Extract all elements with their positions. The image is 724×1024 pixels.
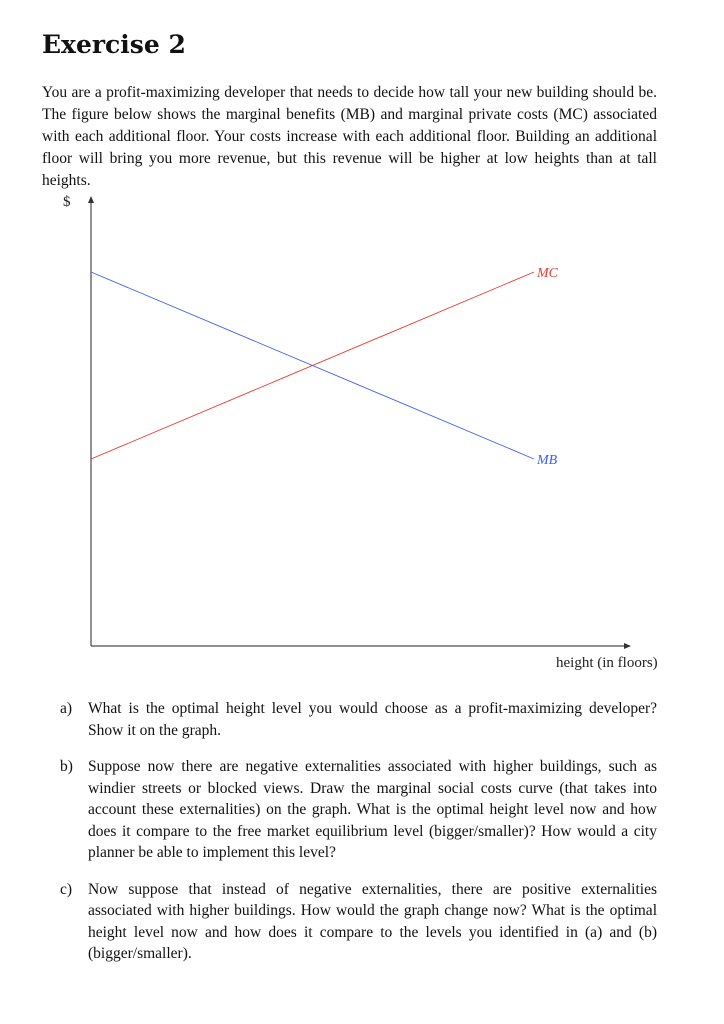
question-list xyxy=(60,698,657,980)
question-a-letter: a) xyxy=(60,700,73,717)
y-axis-label: $ xyxy=(63,194,71,210)
question-b-letter: b) xyxy=(60,758,73,775)
question-b xyxy=(60,756,657,864)
question-a-text: What is the optimal height level you would choose as a profit-maximizing developer? Show it on the graph. xyxy=(88,700,657,739)
series-layer xyxy=(91,266,559,468)
exercise-title: Exercise 2 xyxy=(42,30,186,59)
question-c xyxy=(60,879,657,965)
exercise-intro: You are a profit-maximizing developer that needs to decide how tall your new building should be. The figure below shows the marginal benefits (MB) and marginal private costs (MC) associated with each additional floor. Your costs increase with each additional floor. Building an additional floor will bring you more revenue, but this revenue will be higher at low heights than at tall heights. xyxy=(42,84,657,189)
question-b-text: Suppose now there are negative externalities associated with higher buildings, such as windier streets or blocked views. Draw the marginal social costs curve (that takes into account these externalities) on the graph. What is the optimal height level now and how does it compare to the free market equilibrium level (bigger/smaller)? How would a city planner be able to implement this level? xyxy=(88,758,657,861)
y-axis-arrow xyxy=(88,196,94,203)
series-label-mb: MB xyxy=(537,453,558,468)
series-label-mc: MC xyxy=(537,266,558,281)
x-axis-arrow xyxy=(624,643,631,649)
question-c-letter: c) xyxy=(60,880,73,898)
question-c-text: Now suppose that instead of negative externalities, there are positive externalities associated with higher buildings. How would the graph change now? What is the optimal height level now and how does it compare to the levels you identified in (a) and (b) (bigger/smaller). xyxy=(88,880,657,962)
question-a xyxy=(60,698,657,741)
x-axis-label: height (in floors) xyxy=(556,655,658,671)
